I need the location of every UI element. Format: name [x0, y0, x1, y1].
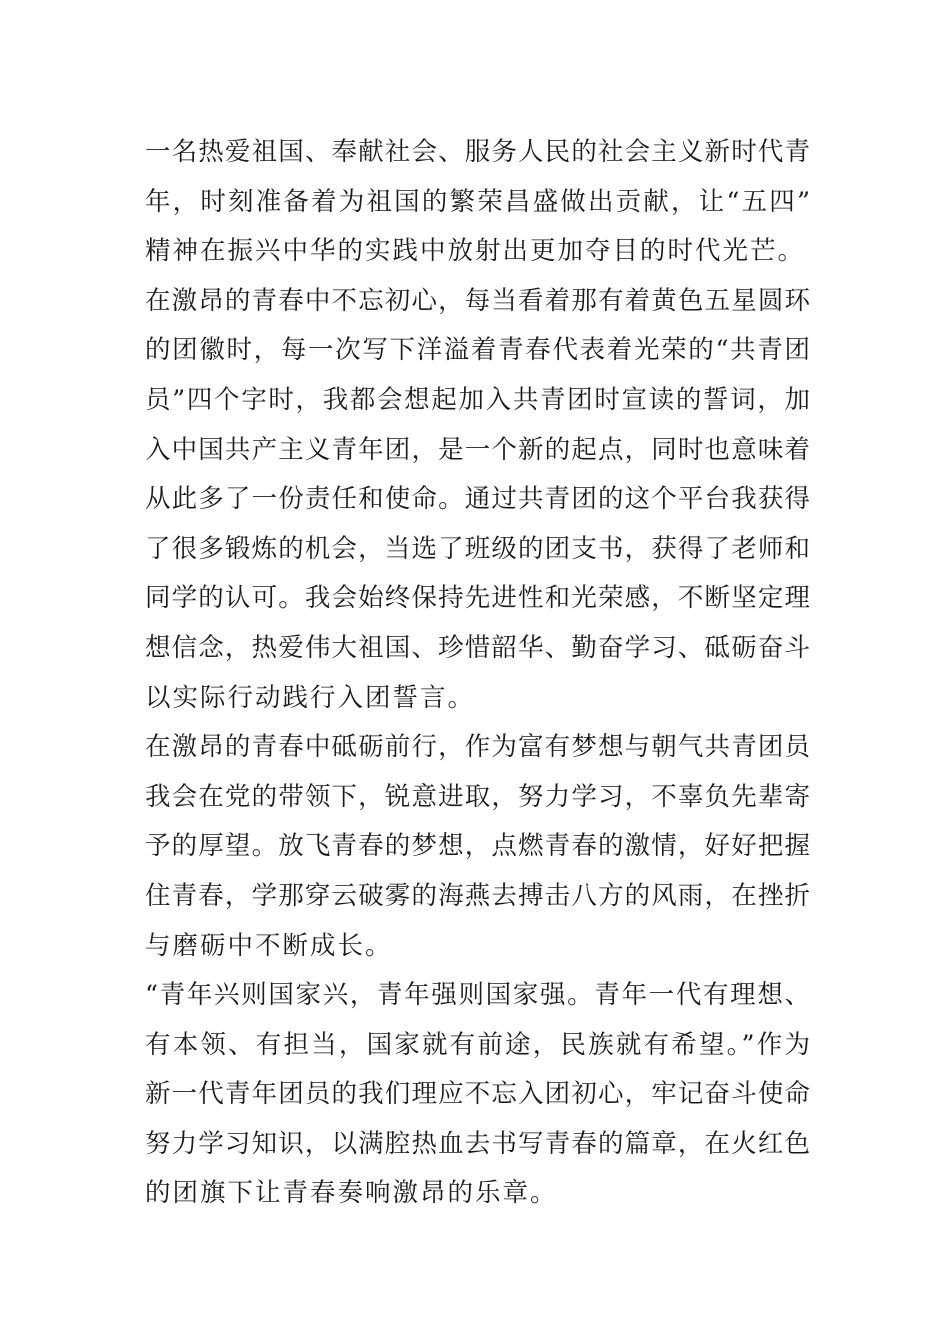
paragraph-2: [145, 277, 810, 723]
paragraph-4: [145, 971, 810, 1219]
text-line: 予的厚望。放飞青春的梦想，点燃青春的激情，好好把握: [145, 831, 810, 862]
text-line: 员”四个字时，我都会想起加入共青团时宣读的誓词，加: [145, 384, 810, 415]
text-line: 住青春，学那穿云破雾的海燕去搏击八方的风雨，在挫折: [145, 880, 810, 911]
text-line: 有本领、有担当，国家就有前途，民族就有希望。”作为: [145, 1029, 810, 1060]
paragraph-3: [145, 723, 810, 971]
text-line: 的团旗下让青春奏响激昂的乐章。: [145, 1178, 558, 1209]
text-line: 年，时刻准备着为祖国的繁荣昌盛做出贡献，让“五四”: [145, 186, 810, 217]
text-line: 与磨砺中不断成长。: [145, 930, 393, 961]
text-line: 了很多锻炼的机会，当选了班级的团支书，获得了老师和: [145, 533, 810, 564]
text-line: “青年兴则国家兴，青年强则国家强。青年一代有理想、: [145, 980, 810, 1011]
text-line: 入中国共产主义青年团，是一个新的起点，同时也意味着: [145, 434, 810, 465]
text-line: 努力学习知识，以满腔热血去书写青春的篇章，在火红色: [145, 1128, 810, 1159]
text-line: 精神在振兴中华的实践中放射出更加夺目的时代光芒。: [145, 236, 806, 267]
text-line: 的团徽时，每一次写下洋溢着青春代表着光荣的“共青团: [145, 335, 810, 366]
text-line: 新一代青年团员的我们理应不忘入团初心，牢记奋斗使命: [145, 1079, 810, 1110]
text-line: 从此多了一份责任和使命。通过共青团的这个平台我获得: [145, 484, 810, 515]
document-body: [145, 128, 810, 1219]
paragraph-1: [145, 128, 810, 277]
text-line: 同学的认可。我会始终保持先进性和光荣感，不断坚定理: [145, 583, 810, 614]
text-line: 想信念，热爱伟大祖国、珍惜韶华、勤奋学习、砥砺奋斗: [145, 632, 810, 663]
text-line: 以实际行动践行入团誓言。: [145, 682, 476, 713]
text-line: 在激昂的青春中砥砺前行，作为富有梦想与朝气共青团员: [145, 732, 810, 763]
text-line: 在激昂的青春中不忘初心，每当看着那有着黄色五星圆环: [145, 285, 810, 316]
text-line: 一名热爱祖国、奉献社会、服务人民的社会主义新时代青: [145, 137, 810, 167]
text-line: 我会在党的带领下，锐意进取，努力学习，不辜负先辈寄: [145, 781, 810, 812]
